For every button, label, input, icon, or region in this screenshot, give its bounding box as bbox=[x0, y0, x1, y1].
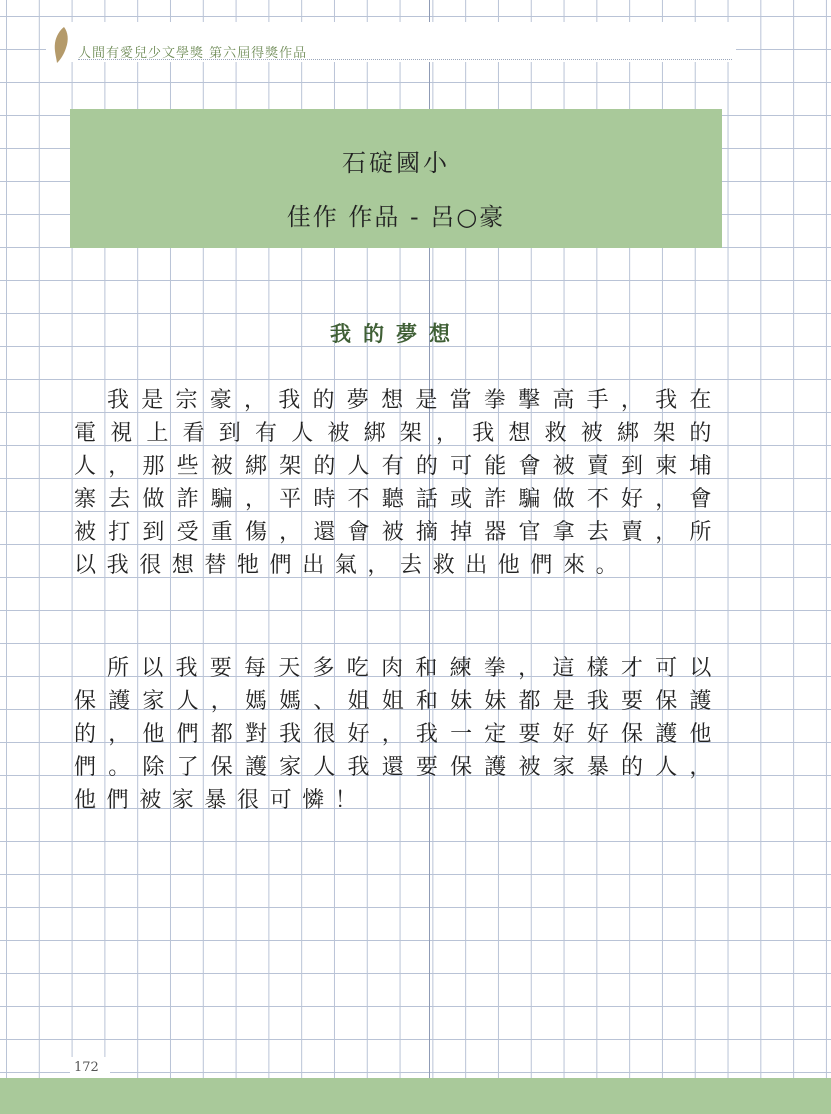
header-title: 人間有愛兒少文學獎 第六屆得獎作品 bbox=[78, 46, 308, 61]
award-banner bbox=[70, 109, 722, 248]
essay-title: 我的夢想 bbox=[330, 321, 462, 346]
essay-paragraph-2: 所以我要每天多吃肉和練拳，這樣才可以保護家人，媽媽、姐姐和妹妹都是我要保護的，他們都對我很好，我一定要好好保護他們。除了保護家人我還要保護被家暴的人，他們被家暴很可憐！ bbox=[74, 656, 722, 813]
essay-paragraph-1: 我是宗豪，我的夢想是當拳擊高手，我在電視上看到有人被綁架，我想救被綁架的人，那些被綁架的人有的可能會被賣到柬埔寨去做詐騙，平時不聽話或詐騙做不好，會被打到受重傷，還會被摘掉器官拿去賣，所以我很想替牠們出氣，去救出他們來。 bbox=[74, 388, 722, 578]
award-author-line: 佳作 作品 - 呂○豪 bbox=[286, 203, 506, 231]
taiwan-leaf-icon bbox=[52, 26, 70, 64]
school-name: 石碇國小 bbox=[342, 149, 450, 177]
footer-band bbox=[0, 1078, 831, 1114]
page-header bbox=[46, 22, 736, 62]
page-number: 172 bbox=[70, 1057, 110, 1079]
header-dotted-rule bbox=[78, 59, 732, 60]
